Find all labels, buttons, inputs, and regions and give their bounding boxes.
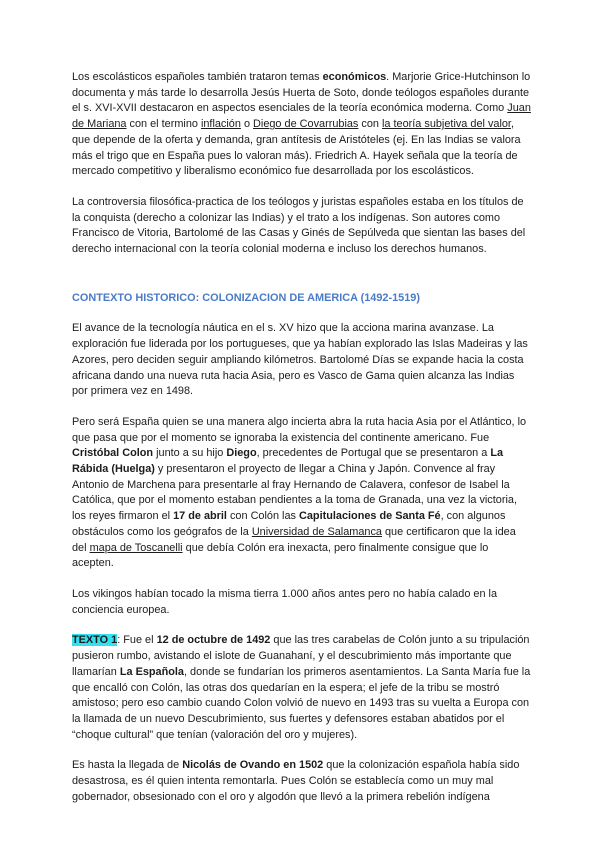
bold-la-espanola: La Española bbox=[119, 665, 184, 678]
underlined-juan-de-mariana: Juan de Mariana bbox=[72, 102, 531, 131]
bold-capitulaciones: Capitulaciones de Santa Fé bbox=[299, 510, 441, 523]
text-run: Pero será España quien se una manera algo incierta abra la ruta hacia Asia por el Atlántico, lo que pasa que por el momento se ignoraba la existencia del continente americano. Fue bbox=[72, 415, 527, 444]
bold-la-rabida: La Rábida (Huelga) bbox=[72, 447, 504, 476]
paragraph-tecnologia-nautica: El avance de la tecnología náutica en el s. XV hizo que la acciona marina avanzase. La exploración fue liderada por los portugueses, que ya habían explorado las Islas Madeiras y las Azores, pero deciden seguir ampliando kilómetros. Bartolomé Días se expande hacia la costa africana dando una nueva ruta hacia Asia, pero es Vasco de Gama quien alcanza las Indias por primera vez en 1498. bbox=[72, 322, 528, 398]
paragraph-texto-1 bbox=[72, 633, 532, 743]
bold-17-de-abril: 17 de abril bbox=[173, 510, 227, 523]
text-run: Es hasta la llegada de bbox=[72, 759, 183, 772]
text-run: o bbox=[240, 118, 254, 131]
text-run: que la colonización española había sido desastrosa, es él quien intenta remontarla. Pues Colón se establecía como un muy mal gobernador, obsesionado con el oro y algodón que llevó a la primera rebelión indígena bbox=[72, 759, 520, 803]
text-run: con Colón las bbox=[226, 510, 299, 523]
text-run: Los escolásticos españoles también trataron temas bbox=[72, 71, 323, 83]
paragraph-ovando bbox=[72, 758, 532, 805]
section-heading: CONTEXTO HISTORICO: COLONIZACION DE AMERICA (1492-1519) bbox=[72, 291, 420, 304]
text-run: con bbox=[358, 118, 382, 131]
text-run: y presentaron el proyecto de llegar a China y Japón. Convence al fray Antonio de Marchena para presentarle al fray Hernando de Calavera, confesor de Isabel la Católica, que por el momento estaban pendientes a la toma de Granada, una vez la victoria, los reyes firmaron el bbox=[72, 463, 517, 523]
paragraph-controversia: La controversia filosófica-practica de los teólogos y juristas españoles estaba en los títulos de la conquista (derecho a colonizar las Indias) y el trato a los indígenas. Son autores como Francisco de Vitoria, Bartolomé de las Casas y Ginés de Sepúlveda que sientan las bases del derecho internacional con la teoría colonial moderna e incluso los derechos humanos. bbox=[72, 195, 526, 256]
text-run: : Fue el bbox=[117, 634, 157, 647]
text-run: , con algunos obstáculos como los geógrafos de la bbox=[72, 510, 506, 538]
text-run: , que depende de la oferta y demanda, gran antítesis de Aristóteles (ej. En las Indias se valora más el trigo que en España pues lo valoran más). Friedrich A. Hayek señala que la teoría de mercado competitivo y liberalismo económico fue desarrollada por los escolásticos. bbox=[72, 118, 521, 178]
document-page bbox=[72, 70, 532, 805]
text-run: que las tres carabelas de Colón junto a su tripulación pusieron rumbo, avistando el islote de Guanahaní, y el descubrimiento más importante que llamarían bbox=[72, 634, 530, 678]
bold-economicos: económicos bbox=[322, 71, 387, 83]
bold-cristobal-colon: Cristóbal Colon bbox=[72, 447, 154, 460]
bold-diego: Diego bbox=[226, 447, 257, 460]
text-run: con el termino bbox=[126, 118, 201, 131]
underlined-mapa-toscanelli: mapa de Toscanelli bbox=[89, 541, 183, 554]
text-run: , donde se fundarían los primeros asentamientos. La Santa María fue la que encalló con Colón, las otras dos quedarían en la espera; el jefe de la tribu se mostró amistoso; pero eso cambio cuando Colon volvió de nuevo en 1493 tras su vuelta a Europa con la llamada de un nuevo Descubrimiento, sus fuertes y defensores estaban abatidos por el “choque cultural” que tenían (valoración del oro y mujeres). bbox=[72, 665, 531, 741]
paragraph-vikingos: Los vikingos habían tocado la misma tierra 1.000 años antes pero no había calado en la conciencia europea. bbox=[72, 587, 498, 616]
underlined-inflacion: inflación bbox=[200, 118, 241, 131]
text-run: que certificaron que la idea del bbox=[72, 525, 516, 554]
text-run: que debía Colón era inexacta, pero finalmente consigue que lo acepten. bbox=[72, 541, 489, 570]
bold-12-octubre-1492: 12 de octubre de 1492 bbox=[156, 634, 271, 647]
highlight-texto-1: TEXTO 1 bbox=[72, 634, 118, 647]
text-run: , precedentes de Portugal que se presentaron a bbox=[256, 447, 491, 460]
bold-nicolas-de-ovando: Nicolás de Ovando en 1502 bbox=[182, 759, 324, 772]
paragraph-espana-ruta bbox=[72, 415, 532, 572]
underlined-diego-de-covarrubias: Diego de Covarrubias bbox=[253, 118, 359, 131]
paragraph-escolasticos bbox=[72, 70, 532, 180]
text-run: junto a su hijo bbox=[153, 447, 227, 460]
underlined-universidad-salamanca: Universidad de Salamanca bbox=[251, 525, 382, 538]
underlined-teoria-subjetiva: la teoría subjetiva del valor bbox=[382, 118, 511, 131]
text-run: . Marjorie Grice-Hutchinson lo documenta y más tarde lo desarrolla Jesús Huerta de Soto, donde teólogos españoles durante el s. XVI-XVII destacaron en aspectos esenciales de la teoría económica moderna. Como bbox=[72, 71, 531, 115]
